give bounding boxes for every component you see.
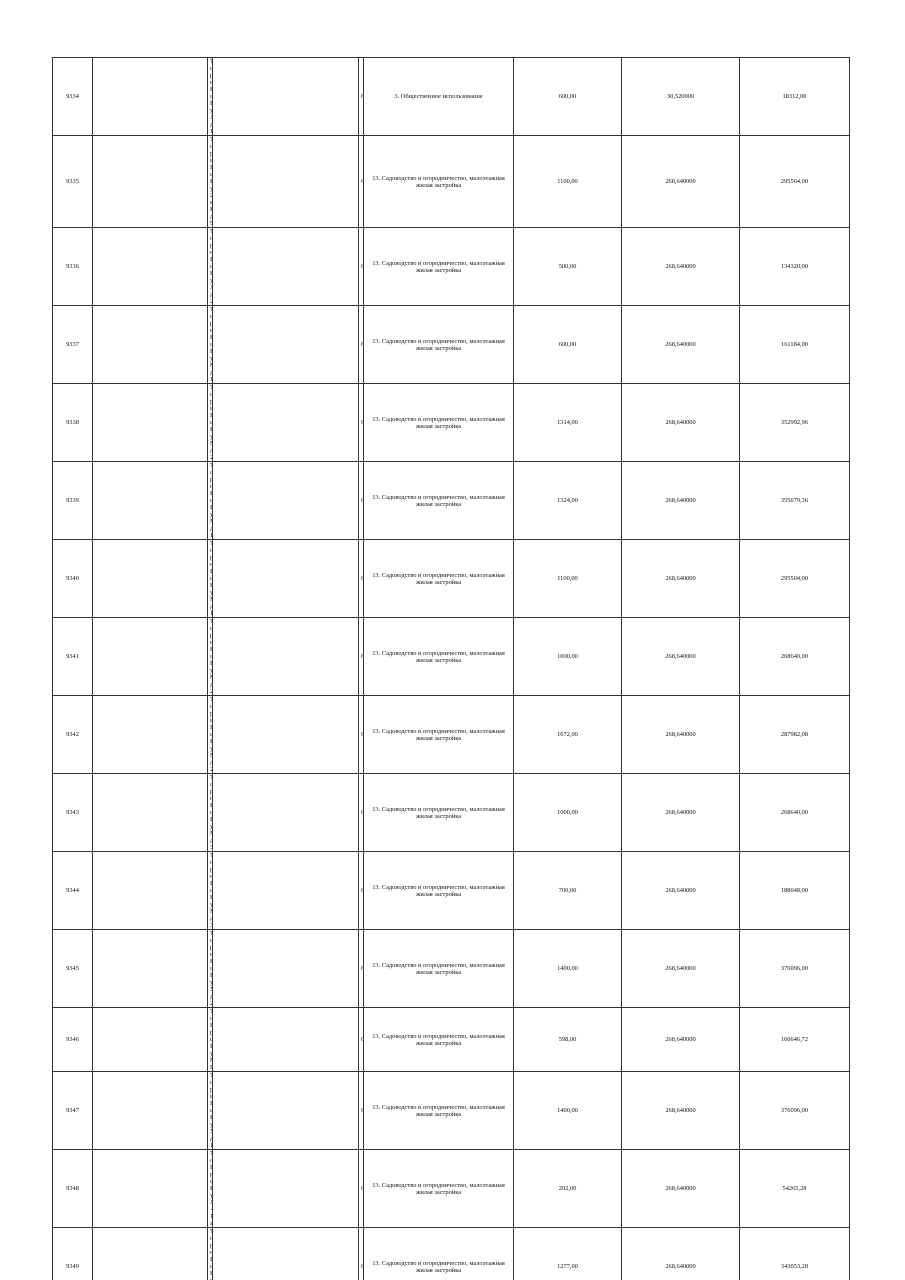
address-cell (208, 462, 213, 540)
area-cell: 500,00 (514, 228, 622, 306)
area-cell: 600,00 (514, 306, 622, 384)
land-use-cell: 13. Садоводство и огородничество, малоэтажная жилая застройка (364, 228, 514, 306)
row-number-cell: 9340 (53, 540, 93, 618)
row-gap-cell (213, 384, 359, 462)
address-cell (208, 930, 213, 1008)
row-gap-cell (93, 306, 208, 384)
area-cell: 1072,00 (514, 696, 622, 774)
specific-value-cell: 268,640000 (622, 774, 740, 852)
row-gap-cell (93, 136, 208, 228)
row-gap-cell (93, 58, 208, 136)
table-row (53, 774, 850, 852)
land-use-cell: 3. Общественное использование (364, 58, 514, 136)
cadastral-value-cell: 160646,72 (740, 1008, 850, 1072)
row-number-cell: 9346 (53, 1008, 93, 1072)
specific-value-cell: 268,640000 (622, 1072, 740, 1150)
cadastral-value-cell: 287982,08 (740, 696, 850, 774)
area-cell: 1100,00 (514, 540, 622, 618)
address-cell (208, 1008, 213, 1072)
row-number-cell: 9339 (53, 462, 93, 540)
land-use-cell: 13. Садоводство и огородничество, малоэтажная жилая застройка (364, 462, 514, 540)
row-number-cell: 9342 (53, 696, 93, 774)
row-gap-cell (213, 58, 359, 136)
cadastral-value-cell: 376096,00 (740, 930, 850, 1008)
address-cell (208, 618, 213, 696)
address-cell: - (208, 1150, 213, 1228)
row-gap-cell (93, 930, 208, 1008)
specific-value-cell: 268,640000 (622, 1008, 740, 1072)
cadastral-value-cell: 295504,00 (740, 540, 850, 618)
row-number-cell: 9348 (53, 1150, 93, 1228)
row-number-cell: 9347 (53, 1072, 93, 1150)
table-row (53, 1150, 850, 1228)
row-gap-cell (213, 1228, 359, 1280)
address-cell (208, 384, 213, 462)
area-cell: 1314,00 (514, 384, 622, 462)
address-cell (208, 228, 213, 306)
row-gap-cell (213, 540, 359, 618)
row-gap-cell (93, 1228, 208, 1280)
land-use-cell: 13. Садоводство и огородничество, малоэтажная жилая застройка (364, 696, 514, 774)
land-use-cell: 13. Садоводство и огородничество, малоэтажная жилая застройка (364, 136, 514, 228)
cadastral-value-cell: 268640,00 (740, 618, 850, 696)
cadastral-value-cell: 18312,00 (740, 58, 850, 136)
cadastral-value-cell: 188048,00 (740, 852, 850, 930)
address-cell (208, 696, 213, 774)
row-gap-cell (93, 540, 208, 618)
land-use-cell: 13. Садоводство и огородничество, малоэтажная жилая застройка (364, 1228, 514, 1280)
specific-value-cell: 268,640000 (622, 462, 740, 540)
row-gap-cell (213, 774, 359, 852)
table-body (53, 58, 850, 1280)
area-cell: 1400,00 (514, 1072, 622, 1150)
specific-value-cell: 268,640000 (622, 852, 740, 930)
specific-value-cell: 268,640000 (622, 618, 740, 696)
specific-value-cell: 268,640000 (622, 306, 740, 384)
row-number-cell: 9337 (53, 306, 93, 384)
specific-value-cell: 268,640000 (622, 540, 740, 618)
address-cell (208, 852, 213, 930)
table-row (53, 930, 850, 1008)
table-row (53, 1072, 850, 1150)
table-row (53, 228, 850, 306)
address-cell (208, 306, 213, 384)
table-row (53, 462, 850, 540)
specific-value-cell: 268,640000 (622, 384, 740, 462)
row-gap-cell (213, 1008, 359, 1072)
cadastral-value-cell: 352992,96 (740, 384, 850, 462)
row-gap-cell (93, 1150, 208, 1228)
table-row (53, 696, 850, 774)
row-gap-cell (213, 618, 359, 696)
land-use-cell: 13. Садоводство и огородничество, малоэтажная жилая застройка (364, 540, 514, 618)
row-number-cell: 9334 (53, 58, 93, 136)
cadastral-value-cell: 134320,00 (740, 228, 850, 306)
address-cell (208, 58, 213, 136)
table-row (53, 540, 850, 618)
table-row (53, 384, 850, 462)
row-gap-cell (213, 930, 359, 1008)
table-row (53, 58, 850, 136)
row-gap-cell (93, 1072, 208, 1150)
land-use-cell: 13. Садоводство и огородничество, малоэтажная жилая застройка (364, 618, 514, 696)
cadastral-value-cell: 343053,28 (740, 1228, 850, 1280)
row-gap-cell (93, 384, 208, 462)
land-use-cell: 13. Садоводство и огородничество, малоэтажная жилая застройка (364, 1008, 514, 1072)
area-cell: 1400,00 (514, 930, 622, 1008)
cadastral-value-cell: 376096,00 (740, 1072, 850, 1150)
land-use-cell: 13. Садоводство и огородничество, малоэтажная жилая застройка (364, 774, 514, 852)
row-gap-cell (213, 1072, 359, 1150)
row-gap-cell (93, 696, 208, 774)
specific-value-cell: 268,640000 (622, 228, 740, 306)
row-gap-cell (213, 228, 359, 306)
specific-value-cell: 268,640000 (622, 696, 740, 774)
row-gap-cell (93, 618, 208, 696)
land-use-cell: 13. Садоводство и огородничество, малоэтажная жилая застройка (364, 1150, 514, 1228)
row-number-cell: 9341 (53, 618, 93, 696)
row-number-cell: 9345 (53, 930, 93, 1008)
table-row (53, 1228, 850, 1280)
land-use-cell: 13. Садоводство и огородничество, малоэтажная жилая застройка (364, 852, 514, 930)
row-gap-cell (93, 852, 208, 930)
row-number-cell: 9344 (53, 852, 93, 930)
table-row (53, 306, 850, 384)
specific-value-cell: 30,520000 (622, 58, 740, 136)
row-gap-cell (93, 1008, 208, 1072)
cadastral-value-cell: 295504,00 (740, 136, 850, 228)
specific-value-cell: 268,640000 (622, 136, 740, 228)
row-number-cell: 9338 (53, 384, 93, 462)
address-cell (208, 1228, 213, 1280)
area-cell: 600,00 (514, 58, 622, 136)
cadastral-value-cell: 268640,00 (740, 774, 850, 852)
row-gap-cell (93, 462, 208, 540)
row-gap-cell (213, 136, 359, 228)
table-row (53, 136, 850, 228)
land-use-cell: 13. Садоводство и огородничество, малоэтажная жилая застройка (364, 306, 514, 384)
address-cell (208, 540, 213, 618)
row-gap-cell (213, 1150, 359, 1228)
area-cell: 700,00 (514, 852, 622, 930)
address-cell (208, 774, 213, 852)
row-number-cell: 9336 (53, 228, 93, 306)
specific-value-cell: 268,640000 (622, 930, 740, 1008)
area-cell: 1100,00 (514, 136, 622, 228)
land-use-cell: 13. Садоводство и огородничество, малоэтажная жилая застройка (364, 930, 514, 1008)
land-use-cell: 13. Садоводство и огородничество, малоэтажная жилая застройка (364, 384, 514, 462)
table-row (53, 852, 850, 930)
address-cell (208, 136, 213, 228)
cadastral-value-table (52, 57, 850, 1280)
row-gap-cell (213, 852, 359, 930)
table-row (53, 618, 850, 696)
address-cell (208, 1072, 213, 1150)
land-use-cell: 13. Садоводство и огородничество, малоэтажная жилая застройка (364, 1072, 514, 1150)
row-number-cell: 9349 (53, 1228, 93, 1280)
cadastral-value-cell: 161184,00 (740, 306, 850, 384)
specific-value-cell: 268,640000 (622, 1228, 740, 1280)
specific-value-cell: 268,640000 (622, 1150, 740, 1228)
row-gap-cell (213, 462, 359, 540)
area-cell: 202,00 (514, 1150, 622, 1228)
area-cell: 1277,00 (514, 1228, 622, 1280)
row-number-cell: 9343 (53, 774, 93, 852)
area-cell: 598,00 (514, 1008, 622, 1072)
area-cell: 1324,00 (514, 462, 622, 540)
row-number-cell: 9335 (53, 136, 93, 228)
row-gap-cell (93, 774, 208, 852)
row-gap-cell (93, 228, 208, 306)
area-cell: 1000,00 (514, 774, 622, 852)
area-cell: 1000,00 (514, 618, 622, 696)
row-gap-cell (213, 696, 359, 774)
table-row (53, 1008, 850, 1072)
cadastral-value-cell: 54265,28 (740, 1150, 850, 1228)
cadastral-value-cell: 355679,36 (740, 462, 850, 540)
row-gap-cell (213, 306, 359, 384)
